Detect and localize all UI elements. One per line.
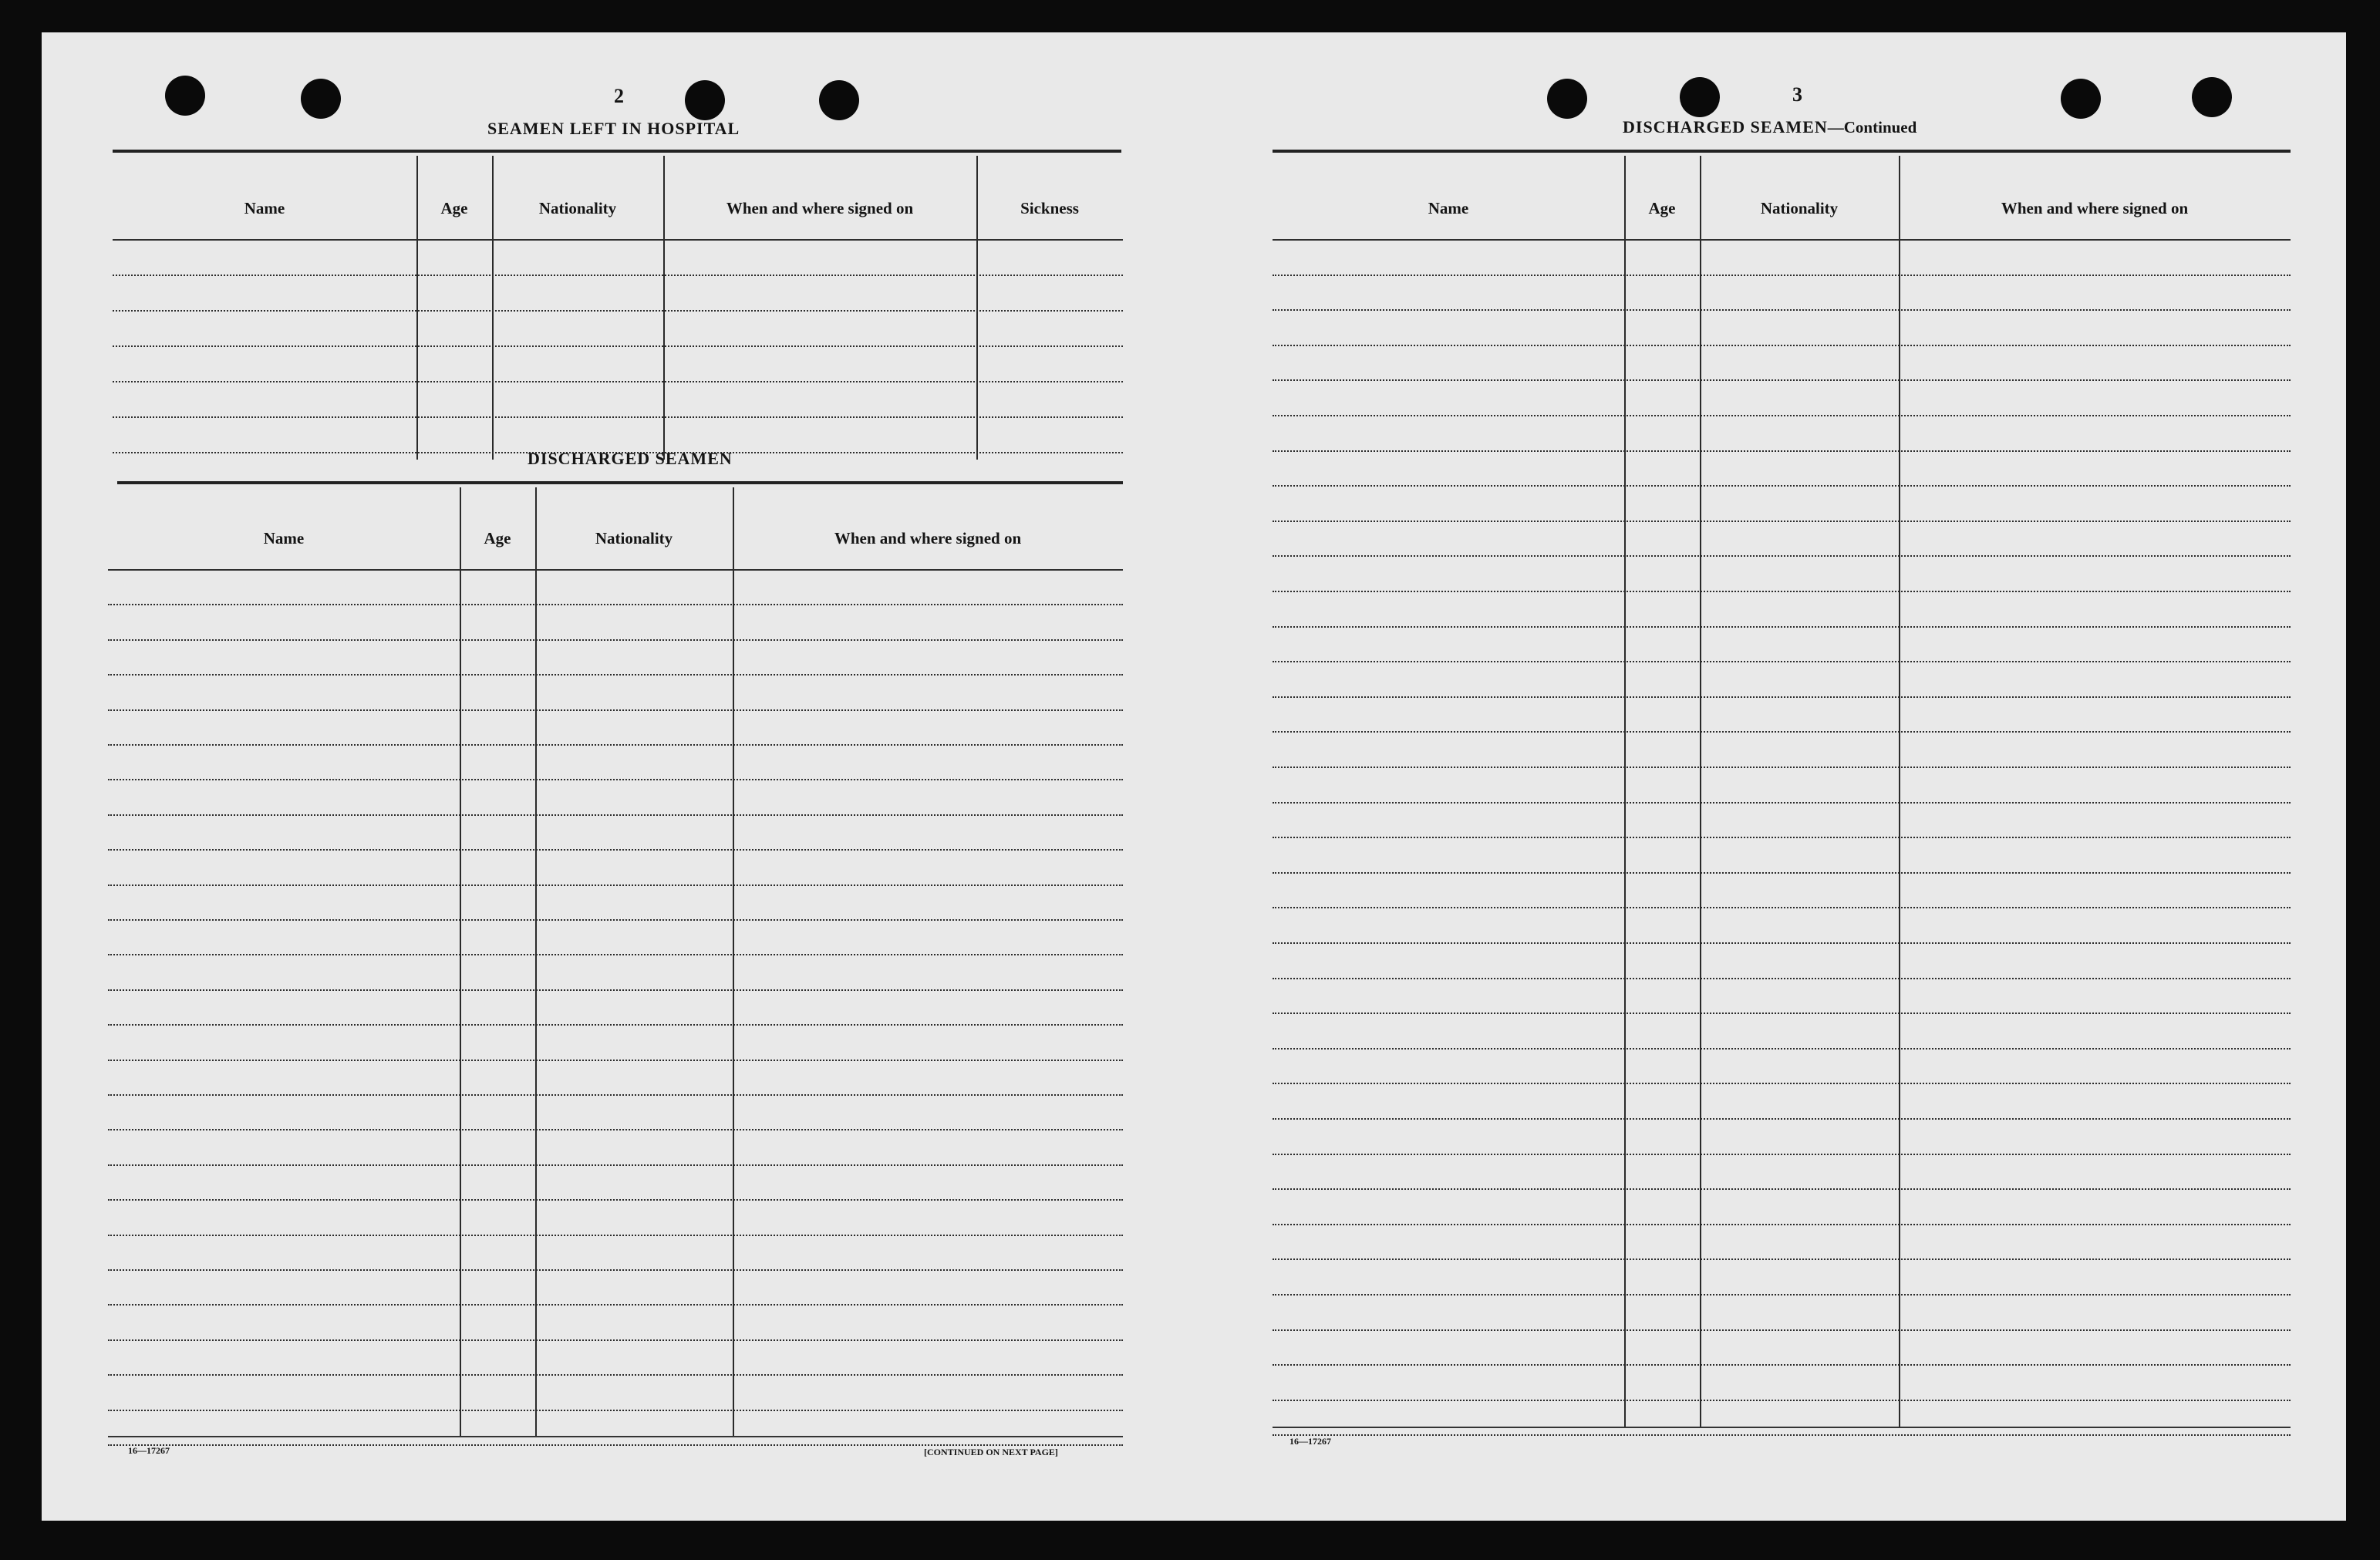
table-header-rule — [1273, 239, 2291, 241]
table-row-rule — [108, 744, 1123, 746]
table-row-rule — [108, 1094, 1123, 1096]
continued-note: [CONTINUED ON NEXT PAGE] — [924, 1447, 1058, 1457]
table-row-rule — [1273, 767, 2291, 768]
punch-hole — [2061, 79, 2101, 119]
table-row-rule — [1273, 1048, 2291, 1050]
table-row-rule — [108, 639, 1123, 641]
discharged-col-nationality: Nationality — [595, 529, 673, 548]
hospital-col-signed-on: When and where signed on — [726, 199, 914, 217]
table-row-rule — [1273, 1434, 2291, 1436]
table-row-rule — [108, 954, 1123, 955]
table-row-rule — [1273, 1012, 2291, 1014]
left-page-number: 2 — [614, 85, 624, 107]
discharged-continued-suffix: —Continued — [1827, 118, 1917, 136]
table-row-rule — [1273, 661, 2291, 662]
table-header-rule — [108, 569, 1123, 571]
table-row-rule — [1273, 802, 2291, 804]
table-row-rule — [1273, 591, 2291, 592]
discharged-continued-title — [1623, 117, 1916, 137]
table-row-rule — [1273, 415, 2291, 416]
table-row-rule — [1273, 837, 2291, 838]
punch-hole — [819, 80, 859, 120]
punch-hole — [1547, 79, 1587, 119]
hospital-col-sickness: Sickness — [1020, 199, 1079, 217]
table-column-divider — [663, 156, 665, 460]
discharged-section-title: DISCHARGED SEAMEN — [528, 449, 733, 468]
table-row-rule — [1273, 1118, 2291, 1120]
right-footer-code: 16—17267 — [1289, 1436, 1331, 1447]
right-col-name: Name — [1428, 199, 1469, 217]
table-row-rule — [1273, 696, 2291, 698]
table-row-rule — [108, 1164, 1123, 1166]
table-row-rule — [108, 849, 1123, 851]
table-row-rule — [108, 1339, 1123, 1341]
hospital-col-name: Name — [244, 199, 285, 217]
table-row-rule — [1273, 555, 2291, 557]
table-row-rule — [113, 345, 1123, 347]
left-bottom-rule — [108, 1436, 1123, 1437]
table-row-rule — [1273, 345, 2291, 346]
table-column-divider — [1624, 156, 1626, 1428]
table-header-rule — [113, 239, 1123, 241]
table-column-divider — [1700, 156, 1701, 1428]
table-row-rule — [1273, 1154, 2291, 1155]
punch-hole — [1680, 77, 1720, 117]
table-row-rule — [1273, 1294, 2291, 1296]
table-row-rule — [1273, 907, 2291, 908]
table-row-rule — [1273, 521, 2291, 522]
table-row-rule — [113, 275, 1123, 276]
right-col-age: Age — [1648, 199, 1676, 217]
table-row-rule — [108, 919, 1123, 921]
table-row-rule — [1273, 309, 2291, 311]
hospital-table — [113, 156, 1123, 460]
table-column-divider — [416, 156, 418, 460]
hospital-section-title: SEAMEN LEFT IN HOSPITAL — [487, 119, 740, 138]
table-row-rule — [1273, 450, 2291, 452]
hospital-col-nationality: Nationality — [538, 199, 617, 217]
discharged-col-signed-on: When and where signed on — [834, 529, 1022, 548]
table-row-rule — [1273, 1364, 2291, 1366]
right-top-rule — [1273, 150, 2291, 153]
right-col-nationality: Nationality — [1760, 199, 1839, 217]
table-row-rule — [108, 1060, 1123, 1061]
table-row-rule — [1273, 1258, 2291, 1260]
discharged-col-name: Name — [263, 529, 305, 548]
table-row-rule — [108, 1410, 1123, 1411]
table-row-rule — [108, 1129, 1123, 1130]
table-column-divider — [535, 487, 537, 1436]
discharged-continued-title-main: DISCHARGED SEAMEN — [1623, 117, 1828, 136]
table-row-rule — [108, 1235, 1123, 1236]
discharged-col-age: Age — [484, 529, 511, 548]
table-row-rule — [113, 416, 1123, 418]
table-row-rule — [1273, 1083, 2291, 1084]
right-bottom-rule — [1273, 1427, 2291, 1428]
discharged-continued-table — [1273, 156, 2291, 1428]
punch-hole — [685, 80, 725, 120]
table-row-rule — [108, 709, 1123, 711]
table-row-rule — [108, 989, 1123, 991]
discharged-table — [108, 487, 1123, 1436]
table-row-rule — [1273, 1329, 2291, 1331]
table-row-rule — [1273, 1188, 2291, 1190]
document-sheet — [42, 32, 2346, 1521]
table-column-divider — [460, 487, 461, 1436]
hospital-top-rule — [113, 150, 1121, 153]
table-column-divider — [1899, 156, 1900, 1428]
table-row-rule — [108, 1304, 1123, 1306]
table-row-rule — [108, 1444, 1123, 1446]
table-row-rule — [1273, 379, 2291, 381]
table-row-rule — [108, 1269, 1123, 1271]
punch-hole — [301, 79, 341, 119]
punch-hole — [2192, 77, 2232, 117]
table-row-rule — [113, 310, 1123, 312]
table-row-rule — [108, 1374, 1123, 1376]
table-row-rule — [1273, 978, 2291, 979]
hospital-col-age: Age — [440, 199, 468, 217]
table-row-rule — [108, 779, 1123, 780]
table-row-rule — [1273, 1224, 2291, 1225]
table-row-rule — [108, 1024, 1123, 1026]
table-row-rule — [108, 674, 1123, 676]
table-row-rule — [1273, 942, 2291, 944]
table-row-rule — [1273, 275, 2291, 276]
table-column-divider — [976, 156, 978, 460]
table-row-rule — [1273, 485, 2291, 487]
table-row-rule — [108, 604, 1123, 605]
table-row-rule — [1273, 626, 2291, 628]
table-row-rule — [1273, 1400, 2291, 1401]
table-column-divider — [733, 487, 734, 1436]
right-page-number: 3 — [1792, 83, 1802, 106]
table-row-rule — [108, 884, 1123, 886]
table-row-rule — [1273, 731, 2291, 733]
discharged-top-rule — [117, 481, 1123, 484]
table-row-rule — [1273, 872, 2291, 874]
punch-hole — [165, 76, 205, 116]
right-col-signed-on: When and where signed on — [2001, 199, 2189, 217]
table-row-rule — [108, 814, 1123, 816]
table-row-rule — [108, 1199, 1123, 1201]
left-footer-code: 16—17267 — [128, 1445, 170, 1456]
table-row-rule — [113, 381, 1123, 382]
table-column-divider — [492, 156, 494, 460]
